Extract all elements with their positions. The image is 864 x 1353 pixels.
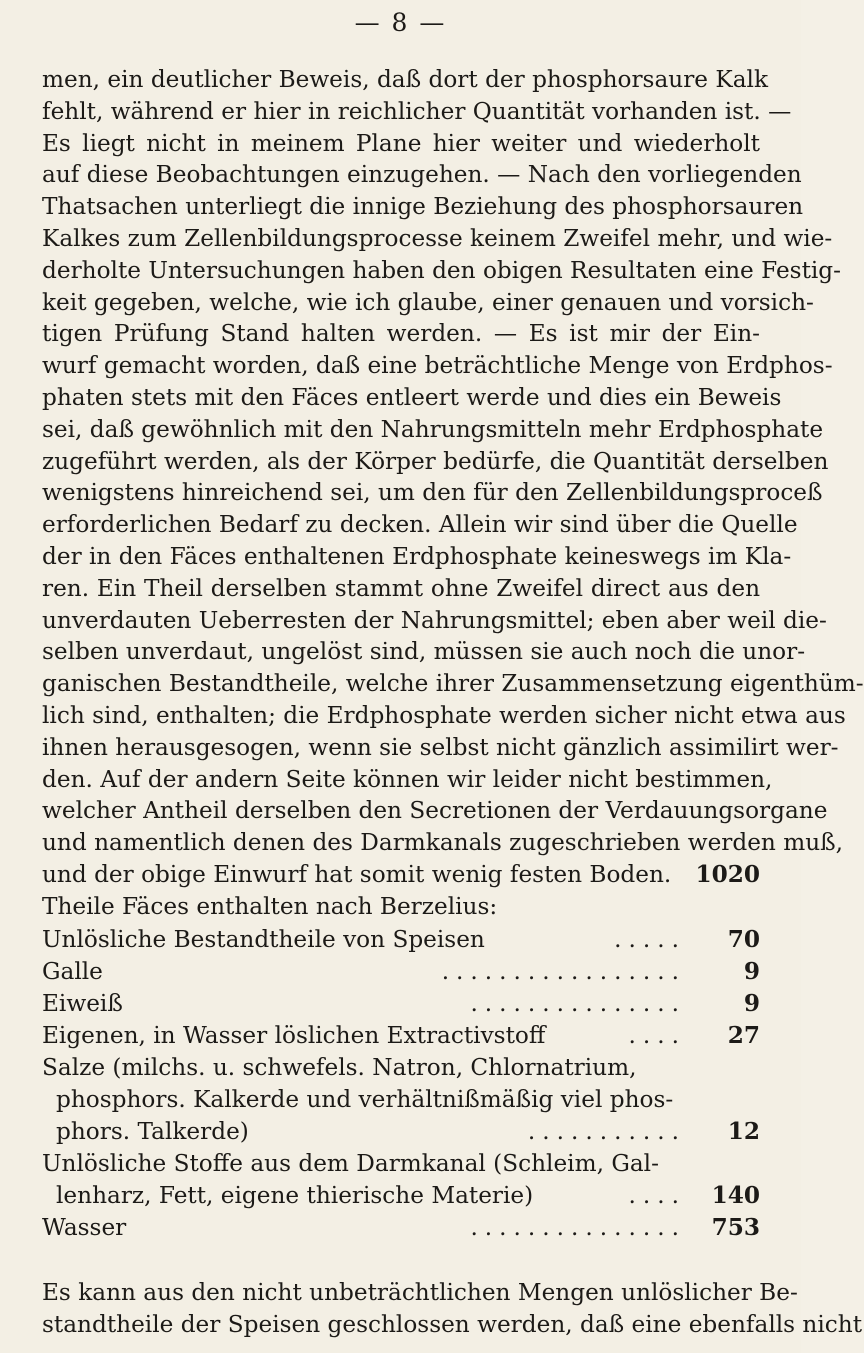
table-row-continued: Unlösliche Stoffe aus dem Darmkanal (Schleim, Gal- xyxy=(42,1150,659,1177)
text-line: fehlt, während er hier in reichlicher Quantität vorhanden ist. — xyxy=(42,97,792,125)
text-line: men, ein deutlicher Beweis, daß dort der phosphorsaure Kalk xyxy=(42,66,768,93)
text-line: den. Auf der andern Seite können wir leider nicht bestimmen, xyxy=(42,765,773,793)
table-row-value: 9 xyxy=(743,990,760,1017)
table-row xyxy=(42,924,760,956)
table-row-value: 140 xyxy=(711,1182,760,1209)
table-row-value: 753 xyxy=(711,1214,760,1241)
closing-text xyxy=(42,1277,863,1341)
table-row-label: lenharz, Fett, eigene thierische Materie) xyxy=(56,1182,534,1209)
body-text xyxy=(42,64,864,923)
text-line: sei, daß gewöhnlich mit den Nahrungsmitteln mehr Erdphosphate xyxy=(42,415,824,443)
text-line: ganischen Bestandtheile, welche ihrer Zusammensetzung eigenthüm- xyxy=(42,670,864,698)
leader-dots: ........... xyxy=(527,1118,686,1145)
text-line: phaten stets mit den Fäces entleert werde und dies ein Beweis xyxy=(42,383,782,411)
text-line: auf diese Beobachtungen einzugehen. — Nach den vorliegenden xyxy=(42,161,802,189)
text-line: lich sind, enthalten; die Erdphosphate werden sicher nicht etwa aus xyxy=(42,701,846,729)
leader-dots: ..... xyxy=(614,926,686,953)
table-row xyxy=(42,1020,760,1052)
text-line: Theile Fäces enthalten nach Berzelius: xyxy=(42,892,498,920)
text-line: Thatsachen unterliegt die innige Beziehung des phosphorsauren xyxy=(42,193,804,221)
text-line: Es kann aus den nicht unbeträchtlichen Mengen unlöslicher Be- xyxy=(42,1279,798,1306)
table-row-label: phors. Talkerde) xyxy=(56,1118,249,1145)
text-line: Kalkes zum Zellenbildungsprocesse keinem Zweifel mehr, und wie- xyxy=(42,224,833,252)
text-line: tigen Prüfung Stand halten werden. — Es ist mir der Ein- xyxy=(42,320,760,348)
text-line: zugeführt werden, als der Körper bedürfe, die Quantität derselben xyxy=(42,447,829,475)
text-line: derholte Untersuchungen haben den obigen Resultaten eine Festig- xyxy=(42,256,841,284)
leader-dots: .... xyxy=(628,1182,686,1209)
table-row-value: 12 xyxy=(727,1118,760,1145)
page-number: — 8 — xyxy=(354,8,447,37)
text-line: ihnen herausgesogen, wenn sie selbst nicht gänzlich assimilirt wer- xyxy=(42,733,839,761)
leader-dots: ............... xyxy=(470,990,686,1017)
text-line: Es liegt nicht in meinem Plane hier weiter und wiederholt xyxy=(42,129,760,157)
table-row xyxy=(42,1116,760,1148)
table-row xyxy=(42,988,760,1020)
leader-dots: ............... xyxy=(470,1214,686,1241)
text-line: wurf gemacht worden, daß eine beträchtliche Menge von Erdphos- xyxy=(42,352,833,380)
text-line: keit gegeben, welche, wie ich glaube, einer genauen und vorsich- xyxy=(42,288,814,316)
text-line: ren. Ein Theil derselben stammt ohne Zweifel direct aus den xyxy=(42,574,760,602)
table-row-label: Galle xyxy=(42,958,103,985)
table-row-label: Wasser xyxy=(42,1214,127,1241)
table-row-label: Eigenen, in Wasser löslichen Extractivstoff xyxy=(42,1022,546,1049)
table-row-value: 27 xyxy=(727,1022,760,1049)
table-row xyxy=(42,1212,760,1244)
table-row-continued: Salze (milchs. u. schwefels. Natron, Chlornatrium, xyxy=(42,1054,637,1081)
text-line: welcher Antheil derselben den Secretionen der Verdauungsorgane xyxy=(42,797,828,825)
boden-value: 1020 xyxy=(695,860,760,888)
text-line: unverdauten Ueberresten der Nahrungsmittel; eben aber weil die- xyxy=(42,606,827,634)
table-row xyxy=(42,1180,760,1212)
text-line: der in den Fäces enthaltenen Erdphosphate keineswegs im Kla- xyxy=(42,542,792,570)
text-line: und der obige Einwurf hat somit wenig festen Boden. xyxy=(42,860,672,888)
text-line: und namentlich denen des Darmkanals zugeschrieben werden muß, xyxy=(42,829,844,857)
table-row xyxy=(42,956,760,988)
text-line: selben unverdaut, ungelöst sind, müssen sie auch noch die unor- xyxy=(42,638,806,666)
text-line: wenigstens hinreichend sei, um den für den Zellenbildungsproceß xyxy=(42,479,823,507)
table-row-label: Unlösliche Bestandtheile von Speisen xyxy=(42,926,485,953)
text-line: erforderlichen Bedarf zu decken. Allein wir sind über die Quelle xyxy=(42,511,798,539)
text-line-with-number xyxy=(42,859,760,891)
table-row-label: Eiweiß xyxy=(42,990,123,1017)
text-line: standtheile der Speisen geschlossen werden, daß eine ebenfalls nicht xyxy=(42,1310,863,1338)
table-row-continued: phosphors. Kalkerde und verhältnißmäßig viel phos- xyxy=(56,1086,674,1113)
leader-dots: ................. xyxy=(441,958,686,985)
leader-dots: .... xyxy=(628,1022,686,1049)
table-row-value: 9 xyxy=(743,958,760,985)
table-row-value: 70 xyxy=(727,926,760,953)
